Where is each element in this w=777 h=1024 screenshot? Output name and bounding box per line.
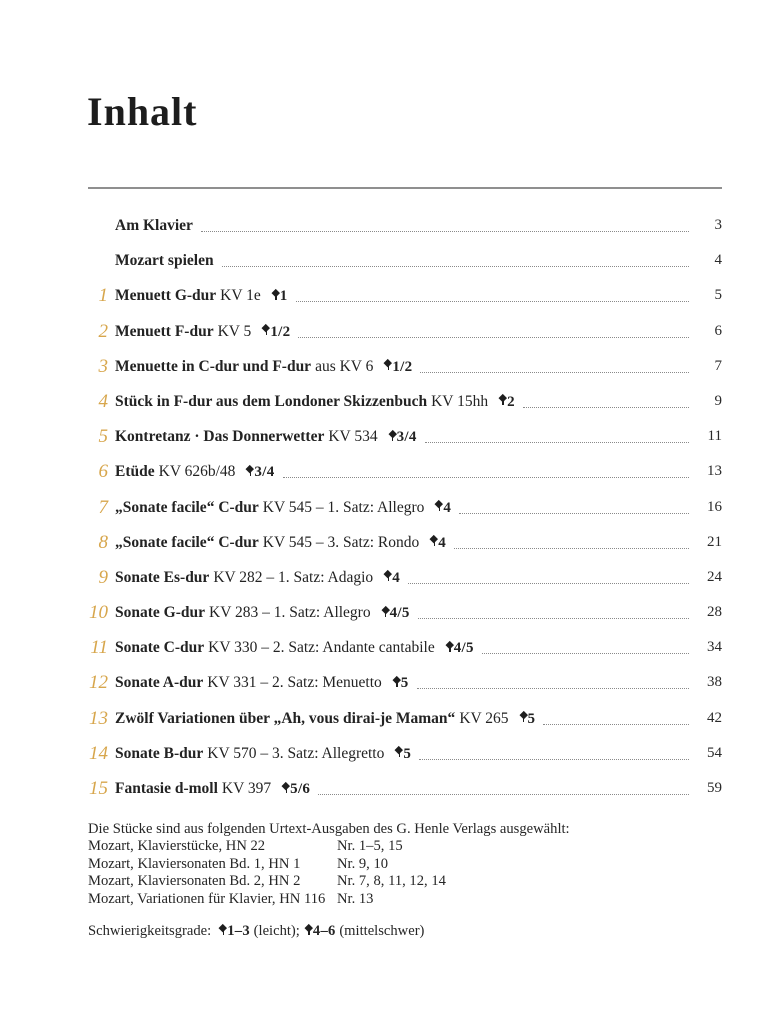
grade-desc-medium: (mittelschwer)	[339, 923, 425, 940]
entry-text	[115, 490, 451, 525]
source-row	[88, 856, 722, 873]
entry-number: 3	[98, 355, 108, 377]
diamond-icon	[246, 464, 254, 476]
diamond-icon	[430, 535, 438, 547]
entry-title: Sonate C-dur	[115, 639, 205, 657]
entry-number: 9	[98, 566, 108, 588]
toc-entry	[88, 736, 722, 771]
page-title: Inhalt	[87, 89, 198, 134]
entry-title: Zwölf Variationen über „Ah, vous dirai-je Maman“	[115, 709, 456, 727]
diamond-icon	[384, 570, 392, 582]
entry-number: 2	[98, 320, 108, 342]
entry-title: Etüde	[115, 463, 155, 481]
difficulty-badge	[384, 570, 400, 586]
entry-text	[115, 630, 474, 665]
grade-range-easy: 1–3	[227, 923, 250, 940]
dot-leader	[296, 278, 689, 302]
diamond-icon	[219, 923, 227, 935]
diamond-icon	[262, 324, 270, 336]
entry-detail: aus KV 6	[315, 357, 374, 375]
entry-text	[115, 278, 288, 313]
entry-number: 10	[89, 602, 108, 624]
diamond-icon	[384, 359, 392, 371]
dot-leader	[418, 595, 689, 619]
diamond-icon	[520, 711, 528, 723]
entry-title: Menuett G-dur	[115, 287, 217, 305]
difficulty-level: 5/6	[290, 781, 311, 797]
dot-leader	[408, 560, 689, 584]
entry-number: 11	[90, 637, 108, 659]
diamond-icon	[499, 394, 507, 406]
entry-page-number: 5	[714, 287, 722, 304]
toc-entry	[88, 771, 722, 806]
difficulty-level: 4/5	[389, 605, 410, 622]
toc-entry	[88, 701, 722, 736]
source-edition: Mozart, Variationen für Klavier, HN 116	[88, 890, 326, 907]
entry-detail: KV 15hh	[431, 392, 489, 410]
diamond-icon	[272, 288, 280, 300]
difficulty-badge	[384, 359, 412, 375]
dot-leader	[201, 208, 689, 232]
difficulty-badge	[435, 500, 451, 516]
dot-leader	[298, 314, 689, 338]
difficulty-level: 5	[527, 710, 536, 727]
toc-entry	[88, 314, 722, 349]
entry-text	[115, 525, 446, 560]
diamond-icon	[389, 429, 397, 441]
entry-text	[115, 771, 310, 806]
source-numbers: Nr. 7, 8, 11, 12, 14	[337, 873, 446, 890]
entry-text	[115, 349, 412, 384]
entry-number	[88, 208, 108, 243]
entry-title: Sonate G-dur	[115, 604, 205, 622]
entry-detail: KV 282 – 1. Satz: Adagio	[213, 568, 374, 586]
dot-leader	[543, 701, 689, 725]
entry-detail: KV 626b/48	[158, 463, 236, 481]
entry-title: Sonate A-dur	[115, 674, 204, 692]
entry-title: Fantasie d-moll	[115, 780, 218, 797]
toc-list	[88, 208, 722, 806]
entry-page-number: 24	[707, 568, 722, 585]
entry-number: 7	[98, 496, 108, 518]
difficulty-badge	[389, 429, 417, 445]
toc-entry	[88, 490, 722, 525]
entry-page-number: 34	[707, 639, 722, 656]
entry-title: „Sonate facile“ C-dur	[115, 533, 259, 551]
entry-title: Sonate Es-dur	[115, 568, 210, 586]
entry-text	[115, 736, 411, 771]
dot-leader	[454, 525, 689, 549]
diamond-icon	[282, 781, 290, 793]
source-numbers: Nr. 1–5, 15	[337, 838, 403, 855]
entry-page-number: 21	[707, 533, 722, 550]
entry-title: Sonate B-dur	[115, 744, 204, 762]
source-numbers: Nr. 9, 10	[337, 855, 389, 872]
difficulty-badge	[272, 288, 288, 304]
difficulty-level: 2	[507, 393, 515, 410]
entry-detail: KV 570 – 3. Satz: Allegretto	[207, 744, 385, 762]
source-edition: Mozart, Klaviersonaten Bd. 2, HN 2	[88, 873, 301, 890]
dot-leader	[419, 736, 689, 760]
toc-entry	[88, 243, 722, 278]
entry-number: 8	[98, 531, 108, 553]
entry-title: „Sonate facile“ C-dur	[115, 498, 259, 516]
difficulty-level: 5	[403, 745, 412, 762]
toc-entry	[88, 525, 722, 560]
toc-entry	[88, 278, 722, 313]
dot-leader	[482, 630, 689, 654]
entry-page-number: 16	[707, 498, 722, 515]
grade-desc-easy: (leicht);	[253, 923, 300, 940]
difficulty-badge	[282, 781, 310, 797]
difficulty-label: Schwierigkeitsgrade:	[88, 923, 212, 940]
difficulty-level: 4	[443, 499, 452, 516]
entry-text	[115, 595, 410, 630]
entry-page-number: 11	[707, 428, 722, 445]
diamond-icon	[446, 640, 454, 652]
entry-text	[115, 701, 535, 736]
entry-detail: KV 283 – 1. Satz: Allegro	[209, 604, 371, 622]
diamond-icon	[435, 500, 443, 512]
entry-page-number: 3	[714, 217, 722, 233]
entry-page-number: 6	[714, 322, 722, 339]
diamond-icon	[305, 923, 313, 935]
entry-title: Stück in F-dur aus dem Londoner Skizzenbuch	[115, 392, 428, 410]
entry-number: 12	[89, 672, 108, 694]
entry-title: Mozart spielen	[115, 252, 214, 270]
difficulty-level: 4/5	[453, 640, 474, 657]
entry-page-number: 38	[707, 674, 722, 691]
entry-number	[88, 243, 108, 278]
difficulty-badge	[499, 394, 515, 410]
entry-detail: KV 5	[217, 322, 252, 340]
entry-detail: KV 265	[459, 709, 509, 727]
difficulty-badge	[382, 605, 410, 621]
entry-text	[115, 384, 515, 419]
source-edition: Mozart, Klaviersonaten Bd. 1, HN 1	[88, 855, 301, 872]
entry-page-number: 4	[714, 252, 722, 269]
entry-page-number: 42	[707, 709, 722, 726]
entry-number: 4	[98, 390, 108, 412]
difficulty-badge	[395, 746, 411, 762]
entry-text	[115, 419, 417, 454]
difficulty-level: 3/4	[396, 429, 417, 446]
difficulty-badge	[393, 675, 409, 691]
toc-entry	[88, 208, 722, 243]
toc-entry	[88, 665, 722, 700]
difficulty-level: 1	[279, 288, 288, 305]
entry-number: 13	[89, 707, 108, 729]
entry-number: 6	[98, 461, 108, 483]
difficulty-badge	[262, 324, 290, 340]
grade-range-medium: 4–6	[312, 923, 336, 940]
sources-intro: Die Stücke sind aus folgenden Urtext-Ausgaben des G. Henle Verlags ausgewählt:	[88, 821, 570, 837]
entry-detail: KV 397	[221, 780, 272, 797]
toc-entry	[88, 560, 722, 595]
difficulty-level: 1/2	[392, 358, 413, 375]
toc-entry	[88, 384, 722, 419]
entry-title: Menuette in C-dur und F-dur	[115, 357, 312, 375]
entry-detail: KV 545 – 1. Satz: Allegro	[262, 498, 425, 516]
dot-leader	[420, 349, 689, 373]
source-row	[88, 838, 722, 855]
diamond-icon	[382, 605, 390, 617]
horizontal-rule	[88, 187, 722, 189]
dot-leader	[523, 384, 689, 408]
footer	[88, 821, 722, 940]
entry-text	[115, 314, 290, 349]
entry-detail: KV 331 – 2. Satz: Menuetto	[207, 674, 382, 692]
toc-entry	[88, 349, 722, 384]
entry-detail: KV 545 – 3. Satz: Rondo	[262, 533, 420, 551]
dot-leader	[417, 665, 689, 689]
entry-number: 15	[89, 778, 108, 799]
entry-number: 1	[98, 285, 108, 307]
entry-number: 5	[98, 426, 108, 448]
entry-text	[115, 454, 275, 489]
difficulty-legend	[88, 923, 722, 940]
entry-number: 14	[89, 742, 108, 764]
dot-leader	[283, 454, 690, 478]
toc-entry	[88, 419, 722, 454]
sources-table	[88, 838, 722, 908]
entry-text	[115, 208, 193, 243]
source-numbers: Nr. 13	[337, 890, 374, 907]
difficulty-level: 4	[438, 534, 447, 551]
entry-page-number: 7	[714, 357, 722, 374]
entry-page-number: 13	[707, 463, 722, 480]
diamond-icon	[393, 675, 401, 687]
entry-page-number: 28	[707, 604, 722, 621]
difficulty-level: 3/4	[254, 464, 275, 481]
source-edition: Mozart, Klavierstücke, HN 22	[88, 838, 266, 855]
toc-entry	[88, 454, 722, 489]
difficulty-badge	[520, 711, 536, 727]
dot-leader	[318, 771, 689, 795]
entry-text	[115, 665, 409, 700]
entry-detail: KV 330 – 2. Satz: Andante cantabile	[208, 639, 435, 657]
difficulty-badge	[430, 535, 446, 551]
entry-title: Kontretanz · Das Donnerwetter	[115, 428, 325, 446]
difficulty-badge	[446, 640, 474, 656]
toc-entry	[88, 630, 722, 665]
entry-text	[115, 243, 214, 278]
entry-page-number: 54	[707, 744, 722, 761]
entry-title: Am Klavier	[115, 217, 193, 234]
entry-title: Menuett F-dur	[115, 322, 214, 340]
entry-text	[115, 560, 400, 595]
difficulty-level: 4	[392, 569, 400, 586]
dot-leader	[425, 419, 689, 443]
difficulty-level: 1/2	[270, 323, 291, 340]
difficulty-level: 5	[400, 675, 409, 692]
entry-page-number: 9	[714, 392, 722, 409]
dot-leader	[222, 243, 689, 267]
entry-page-number: 59	[707, 780, 722, 796]
entry-detail: KV 534	[328, 428, 378, 446]
toc-entry	[88, 595, 722, 630]
source-row	[88, 873, 722, 890]
entry-detail: KV 1e	[220, 287, 261, 305]
difficulty-badge	[246, 464, 274, 480]
dot-leader	[459, 490, 689, 514]
diamond-icon	[395, 746, 403, 758]
source-row	[88, 891, 722, 908]
